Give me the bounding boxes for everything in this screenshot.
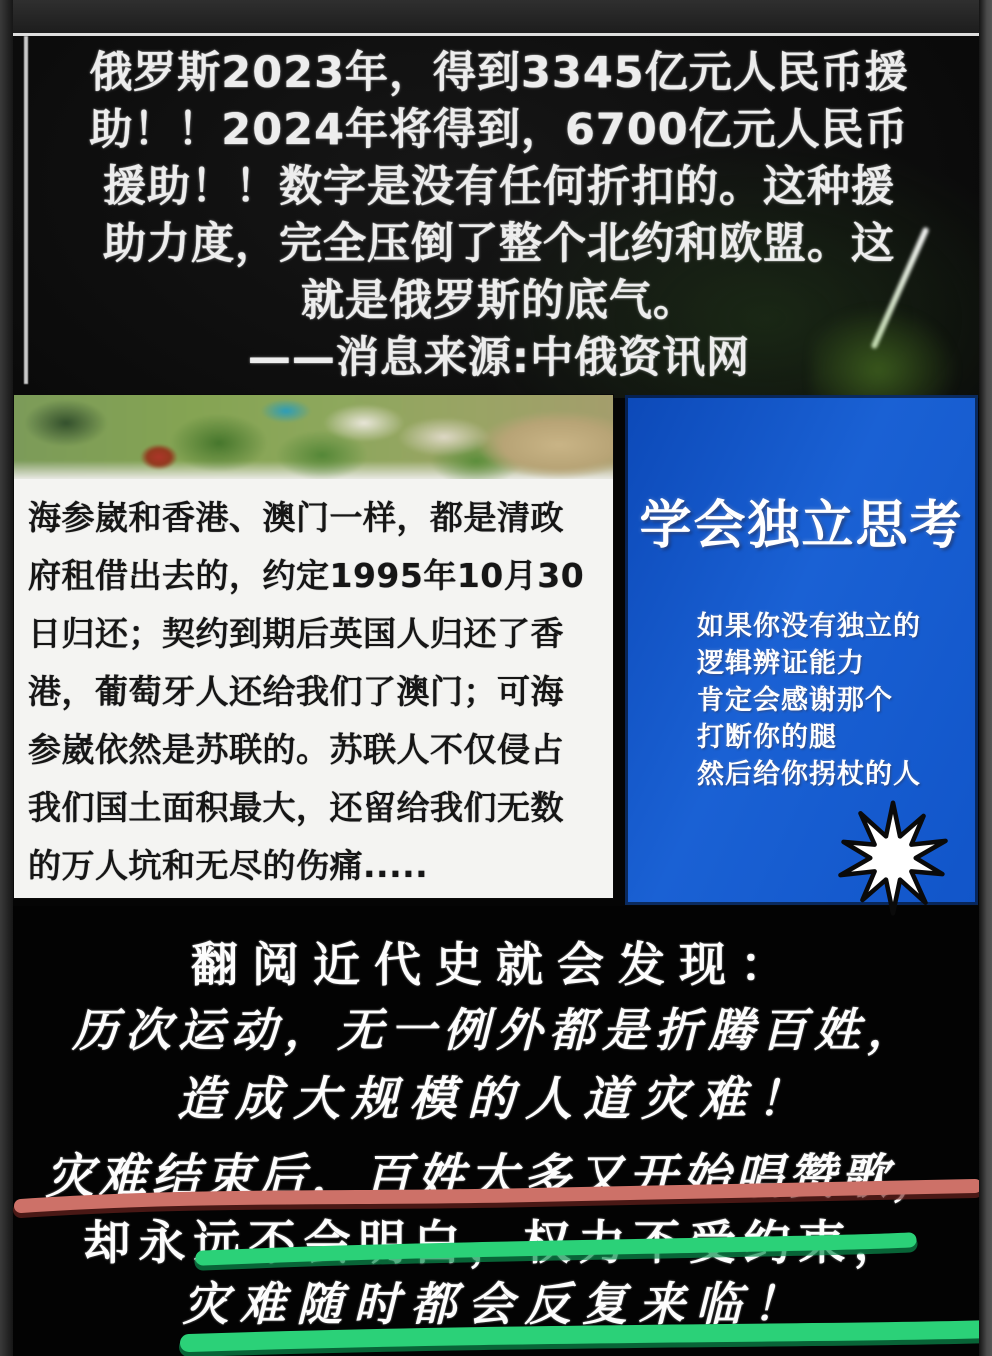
source-attribution-line: ——消息来源:中俄资讯网	[247, 333, 751, 383]
history-line: 我们国土面积最大，还留给我们无数	[28, 788, 564, 827]
statement-line: 就是俄罗斯的底气。	[301, 276, 697, 326]
russia-aid-paragraph	[13, 36, 979, 387]
thinking-line: 打断你的腿	[697, 722, 837, 753]
statement-line: 俄罗斯2023年，得到3345亿元人民币援	[89, 48, 909, 98]
village-photo-strip	[14, 395, 613, 479]
thinking-line: 逻辑辨证能力	[697, 648, 865, 679]
thinking-line: 如果你没有独立的	[697, 611, 921, 642]
vladivostok-history-paragraph	[14, 479, 613, 895]
history-lesson-panel	[13, 906, 979, 1356]
calligraphy-line: 翻阅近代史就会发现：	[191, 938, 801, 993]
outer-frame-right	[979, 0, 992, 1356]
statement-line: 援助！！数字是没有任何折扣的。这种援	[103, 162, 895, 212]
calligraphy-line: 造成大规模的人道灾难！	[177, 1072, 815, 1127]
outer-frame-left	[0, 0, 13, 1356]
calligraphy-line: 历次运动，无一例外都是折腾百姓，	[72, 1003, 920, 1057]
statement-line: 助力度，完全压倒了整个北约和欧盟。这	[103, 219, 895, 269]
history-line: 港，葡萄牙人还给我们了澳门；可海	[28, 672, 564, 711]
outer-frame-top	[0, 0, 992, 33]
history-line: 海参崴和香港、澳门一样，都是清政	[28, 498, 564, 537]
history-line: 参崴依然是苏联的。苏联人不仅侵占	[28, 730, 564, 769]
card-title: 学会独立思考	[639, 496, 964, 556]
starburst-icon	[825, 793, 961, 923]
independent-thinking-paragraph	[625, 608, 978, 793]
green-underline-bottom-shadow	[189, 1332, 979, 1347]
history-line: 日归还；契约到期后英国人归还了香	[28, 614, 564, 653]
calligraphy-line: 灾难结束后，百姓大多又开始唱赞歌，	[45, 1149, 947, 1205]
history-line: 府租借出去的，约定1995年10月30	[28, 556, 585, 595]
calligraphy-line: 却永远不会明白，权力不受约束，	[83, 1216, 909, 1271]
thinking-line: 然后给你拐杖的人	[697, 759, 921, 790]
thinking-line: 肯定会感谢那个	[697, 685, 893, 716]
russia-aid-text-panel	[13, 33, 979, 398]
vladivostok-history-card	[14, 395, 613, 898]
middle-row	[13, 395, 979, 906]
calligraphy-line: 灾难随时都会反复来临！	[182, 1277, 810, 1331]
statement-line: 助！！2024年将得到，6700亿元人民币	[89, 105, 909, 155]
history-line: 的万人坑和无尽的伤痛.....	[28, 846, 429, 885]
